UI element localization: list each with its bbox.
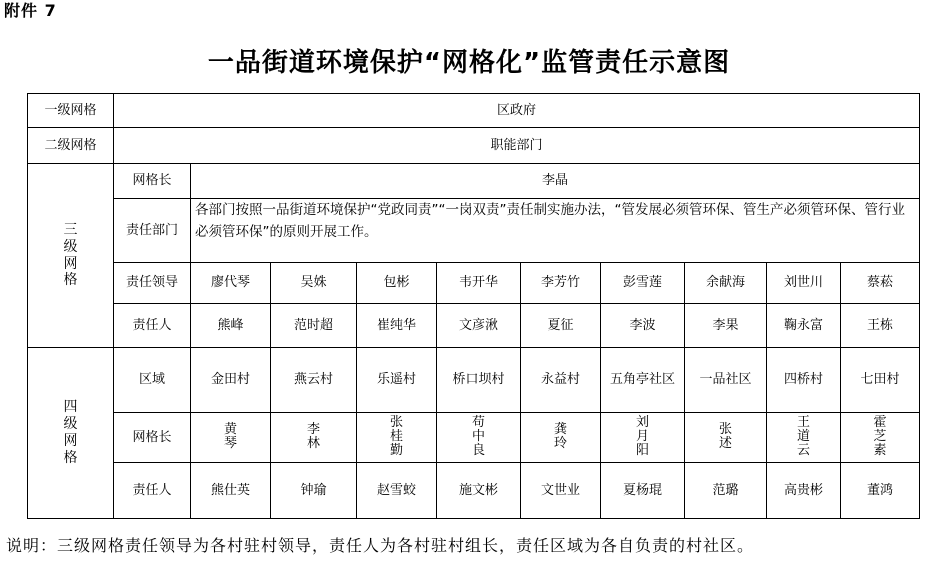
area-person-cell: 施文彬: [437, 463, 521, 519]
responsible-leader-cell: 吴姝: [271, 263, 357, 304]
responsible-leader-cell: 余献海: [685, 263, 767, 304]
area-cell: 乐遥村: [357, 348, 437, 413]
level1-row: [28, 94, 920, 128]
level3-dept-text: 各部门按照一品街道环境保护“党政同责”“一岗双责”责任制实施办法，“管发展必须管环保、管生产必须管环保、管行业必须管环保”的原则开展工作。: [191, 199, 920, 263]
grid-leader-cell-text: 苟中良: [472, 415, 486, 459]
area-cell: 金田村: [191, 348, 271, 413]
responsible-person-cell: 王栋: [841, 304, 920, 348]
area-cell: 四桥村: [767, 348, 841, 413]
level3-grid-leader: 李晶: [191, 164, 920, 199]
grid-leader-cell-text: 刘月阳: [636, 415, 650, 459]
grid-leader-cell: [271, 413, 357, 463]
level2-row: [28, 128, 920, 164]
grid-leader-cell: [521, 413, 601, 463]
grid-leader-cell-text: 霍芝素: [873, 415, 887, 459]
area-cell: 七田村: [841, 348, 920, 413]
responsibility-table: [27, 93, 920, 519]
level2-value: 职能部门: [114, 128, 920, 164]
responsible-leader-cell: 包彬: [357, 263, 437, 304]
responsible-person-cell: 熊峰: [191, 304, 271, 348]
grid-leader-cell-text: 龚玲: [554, 422, 568, 452]
responsible-leader-cell: 韦开华: [437, 263, 521, 304]
area-cell: 桥口坝村: [437, 348, 521, 413]
responsible-person-cell: 文彦湫: [437, 304, 521, 348]
area-person-cell: 董鸿: [841, 463, 920, 519]
responsible-leader-cell: 李芳竹: [521, 263, 601, 304]
level4-persons-row: [28, 463, 920, 519]
grid-leader-cell: [357, 413, 437, 463]
grid-leader-cell: [601, 413, 685, 463]
responsible-person-cell: 鞠永富: [767, 304, 841, 348]
level4-label-text: 四级网格: [63, 399, 78, 466]
grid-leader-cell: [841, 413, 920, 463]
grid-leader-cell: [767, 413, 841, 463]
level4-label: [28, 348, 114, 519]
level2-label: 二级网格: [28, 128, 114, 164]
level1-value: 区政府: [114, 94, 920, 128]
area-cell: 燕云村: [271, 348, 357, 413]
responsible-person-cell: 李果: [685, 304, 767, 348]
area-person-cell: 熊仕英: [191, 463, 271, 519]
responsible-person-cell: 李波: [601, 304, 685, 348]
page-title: 一品街道环境保护“网格化”监管责任示意图: [207, 48, 731, 78]
level3-grid-leader-label: 网格长: [114, 164, 191, 199]
footnote: 说明：三级网格责任领导为各村驻村领导，责任人为各村驻村组长，责任区域为各自负责的村社区。: [6, 536, 755, 555]
grid-leader-cell-text: 李林: [307, 422, 321, 452]
area-cell: 永益村: [521, 348, 601, 413]
grid-leader-cell-text: 黄琴: [224, 422, 238, 452]
grid-leader-cell: [191, 413, 271, 463]
level3-dept-row: [28, 199, 920, 263]
area-person-cell: 范璐: [685, 463, 767, 519]
area-person-cell: 高贵彬: [767, 463, 841, 519]
grid-leader-cell-text: 王道云: [797, 415, 811, 459]
responsible-person-cell: 范时超: [271, 304, 357, 348]
level4-areas-label: 区域: [114, 348, 191, 413]
level3-persons-row: [28, 304, 920, 348]
area-cell: 一品社区: [685, 348, 767, 413]
responsible-person-cell: 夏征: [521, 304, 601, 348]
area-person-cell: 赵雪蛟: [357, 463, 437, 519]
level4-persons-label: 责任人: [114, 463, 191, 519]
level3-dept-label: 责任部门: [114, 199, 191, 263]
level4-leaders-label: 网格长: [114, 413, 191, 463]
responsible-leader-cell: 蔡菘: [841, 263, 920, 304]
attachment-label: 附件 7: [4, 1, 57, 20]
responsible-leader-cell: 廖代琴: [191, 263, 271, 304]
level3-leaders-label: 责任领导: [114, 263, 191, 304]
level3-persons-label: 责任人: [114, 304, 191, 348]
grid-leader-cell: [437, 413, 521, 463]
area-person-cell: 文世业: [521, 463, 601, 519]
level3-leaders-row: [28, 263, 920, 304]
area-person-cell: 钟瑜: [271, 463, 357, 519]
level4-areas-row: [28, 348, 920, 413]
area-cell: 五角亭社区: [601, 348, 685, 413]
responsible-leader-cell: 刘世川: [767, 263, 841, 304]
responsible-person-cell: 崔纯华: [357, 304, 437, 348]
level3-label-text: 三级网格: [63, 221, 78, 289]
responsible-leader-cell: 彭雪莲: [601, 263, 685, 304]
level3-grid-leader-row: [28, 164, 920, 199]
grid-leader-cell-text: 张述: [719, 422, 733, 452]
grid-leader-cell: [685, 413, 767, 463]
level4-leaders-row: [28, 413, 920, 463]
grid-leader-cell-text: 张桂勤: [390, 415, 404, 459]
level1-label: 一级网格: [28, 94, 114, 128]
area-person-cell: 夏杨琨: [601, 463, 685, 519]
level3-label: [28, 164, 114, 348]
